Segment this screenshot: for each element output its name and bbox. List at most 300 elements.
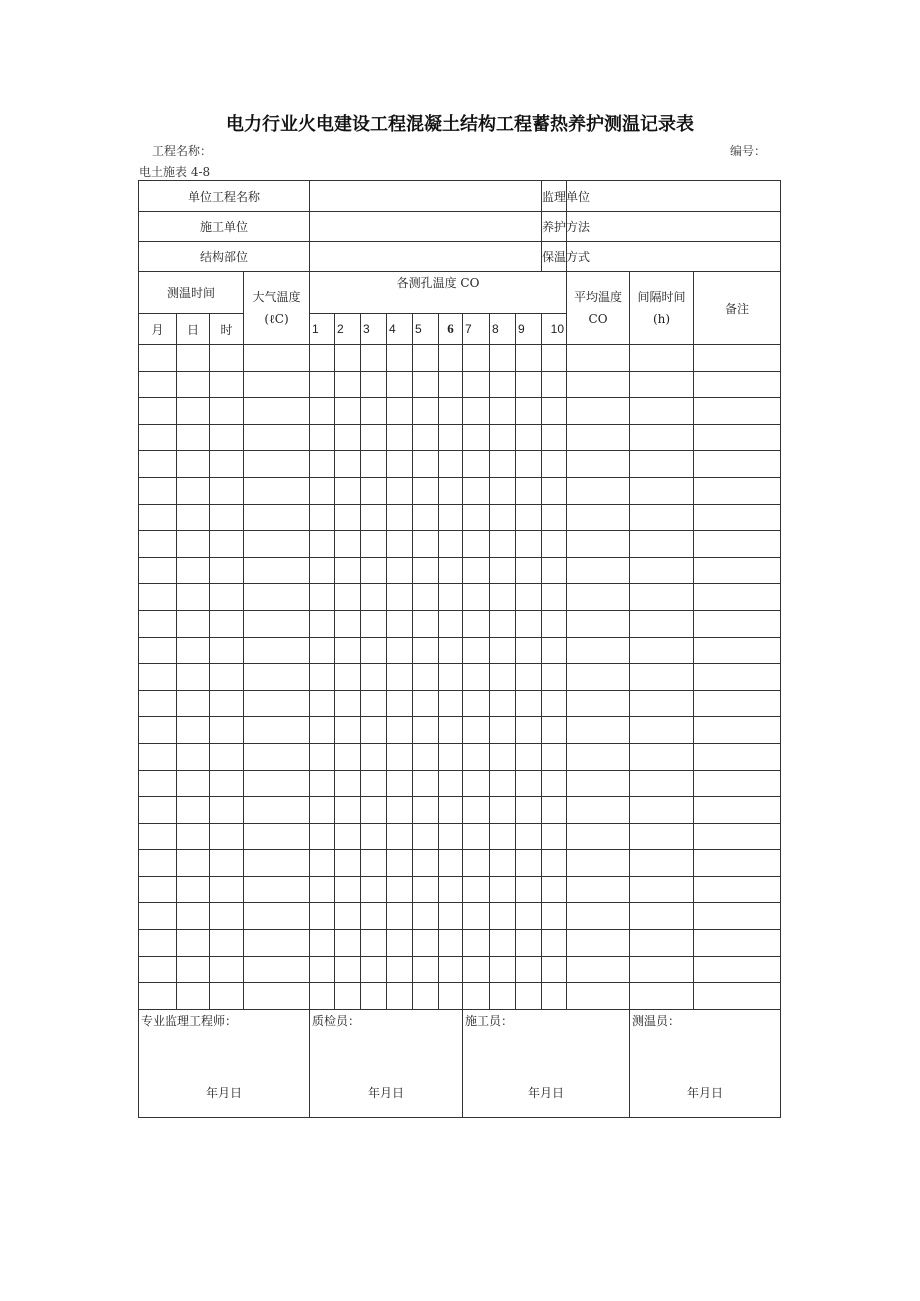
data-cell[interactable] <box>413 903 439 930</box>
data-cell[interactable] <box>630 424 694 451</box>
data-cell[interactable] <box>177 345 210 372</box>
data-cell[interactable] <box>413 690 439 717</box>
data-cell[interactable] <box>244 797 310 824</box>
data-cell[interactable] <box>361 823 387 850</box>
data-cell[interactable] <box>139 690 177 717</box>
data-cell[interactable] <box>542 477 567 504</box>
data-cell[interactable] <box>694 424 781 451</box>
data-cell[interactable] <box>310 345 335 372</box>
data-cell[interactable] <box>361 664 387 691</box>
data-cell[interactable] <box>310 956 335 983</box>
data-cell[interactable] <box>439 345 463 372</box>
data-cell[interactable] <box>244 637 310 664</box>
data-cell[interactable] <box>387 743 413 770</box>
data-cell[interactable] <box>335 398 361 425</box>
data-cell[interactable] <box>413 371 439 398</box>
data-cell[interactable] <box>490 956 516 983</box>
data-cell[interactable] <box>567 345 630 372</box>
data-cell[interactable] <box>567 797 630 824</box>
data-cell[interactable] <box>694 557 781 584</box>
data-cell[interactable] <box>139 637 177 664</box>
data-cell[interactable] <box>439 930 463 957</box>
data-cell[interactable] <box>413 584 439 611</box>
data-cell[interactable] <box>310 637 335 664</box>
data-cell[interactable] <box>244 930 310 957</box>
data-cell[interactable] <box>542 983 567 1010</box>
data-cell[interactable] <box>177 797 210 824</box>
data-cell[interactable] <box>542 531 567 558</box>
data-cell[interactable] <box>490 557 516 584</box>
data-cell[interactable] <box>490 637 516 664</box>
data-cell[interactable] <box>694 477 781 504</box>
data-cell[interactable] <box>244 664 310 691</box>
data-cell[interactable] <box>567 876 630 903</box>
data-cell[interactable] <box>335 610 361 637</box>
data-cell[interactable] <box>463 610 490 637</box>
data-cell[interactable] <box>310 371 335 398</box>
data-cell[interactable] <box>463 451 490 478</box>
data-cell[interactable] <box>335 637 361 664</box>
data-cell[interactable] <box>387 424 413 451</box>
data-cell[interactable] <box>387 664 413 691</box>
data-cell[interactable] <box>542 637 567 664</box>
data-cell[interactable] <box>439 557 463 584</box>
data-cell[interactable] <box>567 398 630 425</box>
data-cell[interactable] <box>177 371 210 398</box>
data-cell[interactable] <box>567 584 630 611</box>
data-cell[interactable] <box>310 504 335 531</box>
data-cell[interactable] <box>387 371 413 398</box>
data-cell[interactable] <box>439 610 463 637</box>
data-cell[interactable] <box>542 451 567 478</box>
data-cell[interactable] <box>335 823 361 850</box>
data-cell[interactable] <box>335 345 361 372</box>
supervision-unit-value[interactable] <box>567 181 781 212</box>
data-cell[interactable] <box>463 956 490 983</box>
data-cell[interactable] <box>310 850 335 877</box>
data-cell[interactable] <box>361 398 387 425</box>
data-cell[interactable] <box>335 983 361 1010</box>
data-cell[interactable] <box>463 983 490 1010</box>
data-cell[interactable] <box>490 664 516 691</box>
data-cell[interactable] <box>139 584 177 611</box>
data-cell[interactable] <box>542 956 567 983</box>
data-cell[interactable] <box>567 956 630 983</box>
data-cell[interactable] <box>694 398 781 425</box>
data-cell[interactable] <box>210 690 244 717</box>
data-cell[interactable] <box>694 531 781 558</box>
data-cell[interactable] <box>490 424 516 451</box>
data-cell[interactable] <box>361 717 387 744</box>
data-cell[interactable] <box>210 371 244 398</box>
data-cell[interactable] <box>694 876 781 903</box>
data-cell[interactable] <box>244 424 310 451</box>
data-cell[interactable] <box>177 930 210 957</box>
data-cell[interactable] <box>439 743 463 770</box>
data-cell[interactable] <box>387 690 413 717</box>
data-cell[interactable] <box>139 345 177 372</box>
data-cell[interactable] <box>516 477 542 504</box>
data-cell[interactable] <box>463 531 490 558</box>
data-cell[interactable] <box>310 584 335 611</box>
data-cell[interactable] <box>463 584 490 611</box>
data-cell[interactable] <box>139 424 177 451</box>
data-cell[interactable] <box>490 345 516 372</box>
data-cell[interactable] <box>361 850 387 877</box>
data-cell[interactable] <box>387 770 413 797</box>
data-cell[interactable] <box>490 690 516 717</box>
data-cell[interactable] <box>439 637 463 664</box>
data-cell[interactable] <box>630 743 694 770</box>
data-cell[interactable] <box>516 557 542 584</box>
data-cell[interactable] <box>210 451 244 478</box>
data-cell[interactable] <box>139 850 177 877</box>
data-cell[interactable] <box>694 903 781 930</box>
data-cell[interactable] <box>210 823 244 850</box>
data-cell[interactable] <box>310 398 335 425</box>
data-cell[interactable] <box>542 850 567 877</box>
data-cell[interactable] <box>630 690 694 717</box>
data-cell[interactable] <box>542 557 567 584</box>
data-cell[interactable] <box>413 930 439 957</box>
data-cell[interactable] <box>490 371 516 398</box>
data-cell[interactable] <box>387 717 413 744</box>
data-cell[interactable] <box>567 637 630 664</box>
data-cell[interactable] <box>177 850 210 877</box>
data-cell[interactable] <box>310 983 335 1010</box>
unit-project-value[interactable] <box>310 181 542 212</box>
data-cell[interactable] <box>335 477 361 504</box>
data-cell[interactable] <box>310 664 335 691</box>
data-cell[interactable] <box>463 637 490 664</box>
data-cell[interactable] <box>244 823 310 850</box>
data-cell[interactable] <box>335 770 361 797</box>
data-cell[interactable] <box>630 371 694 398</box>
data-cell[interactable] <box>439 371 463 398</box>
data-cell[interactable] <box>361 531 387 558</box>
data-cell[interactable] <box>463 850 490 877</box>
data-cell[interactable] <box>413 504 439 531</box>
data-cell[interactable] <box>335 690 361 717</box>
data-cell[interactable] <box>210 398 244 425</box>
data-cell[interactable] <box>335 531 361 558</box>
data-cell[interactable] <box>335 371 361 398</box>
data-cell[interactable] <box>439 956 463 983</box>
data-cell[interactable] <box>139 451 177 478</box>
data-cell[interactable] <box>335 876 361 903</box>
data-cell[interactable] <box>177 903 210 930</box>
data-cell[interactable] <box>413 876 439 903</box>
data-cell[interactable] <box>139 823 177 850</box>
data-cell[interactable] <box>413 557 439 584</box>
data-cell[interactable] <box>177 956 210 983</box>
data-cell[interactable] <box>310 610 335 637</box>
data-cell[interactable] <box>516 717 542 744</box>
data-cell[interactable] <box>413 823 439 850</box>
data-cell[interactable] <box>310 797 335 824</box>
data-cell[interactable] <box>413 610 439 637</box>
data-cell[interactable] <box>567 557 630 584</box>
data-cell[interactable] <box>439 424 463 451</box>
data-cell[interactable] <box>310 717 335 744</box>
data-cell[interactable] <box>516 531 542 558</box>
data-cell[interactable] <box>139 930 177 957</box>
data-cell[interactable] <box>210 504 244 531</box>
data-cell[interactable] <box>177 717 210 744</box>
structure-part-value[interactable] <box>310 242 542 272</box>
data-cell[interactable] <box>310 690 335 717</box>
data-cell[interactable] <box>413 797 439 824</box>
data-cell[interactable] <box>139 477 177 504</box>
data-cell[interactable] <box>210 770 244 797</box>
data-cell[interactable] <box>694 637 781 664</box>
data-cell[interactable] <box>413 531 439 558</box>
data-cell[interactable] <box>694 850 781 877</box>
data-cell[interactable] <box>177 584 210 611</box>
data-cell[interactable] <box>516 876 542 903</box>
data-cell[interactable] <box>490 930 516 957</box>
data-cell[interactable] <box>463 717 490 744</box>
data-cell[interactable] <box>490 983 516 1010</box>
data-cell[interactable] <box>516 770 542 797</box>
data-cell[interactable] <box>244 345 310 372</box>
data-cell[interactable] <box>244 770 310 797</box>
data-cell[interactable] <box>210 531 244 558</box>
data-cell[interactable] <box>542 690 567 717</box>
data-cell[interactable] <box>244 451 310 478</box>
data-cell[interactable] <box>335 504 361 531</box>
data-cell[interactable] <box>139 743 177 770</box>
data-cell[interactable] <box>694 983 781 1010</box>
data-cell[interactable] <box>177 690 210 717</box>
data-cell[interactable] <box>463 797 490 824</box>
data-cell[interactable] <box>244 903 310 930</box>
data-cell[interactable] <box>361 770 387 797</box>
data-cell[interactable] <box>244 584 310 611</box>
data-cell[interactable] <box>139 797 177 824</box>
data-cell[interactable] <box>177 637 210 664</box>
data-cell[interactable] <box>490 477 516 504</box>
data-cell[interactable] <box>439 797 463 824</box>
data-cell[interactable] <box>335 850 361 877</box>
data-cell[interactable] <box>567 451 630 478</box>
data-cell[interactable] <box>694 797 781 824</box>
data-cell[interactable] <box>139 371 177 398</box>
data-cell[interactable] <box>387 584 413 611</box>
data-cell[interactable] <box>335 903 361 930</box>
data-cell[interactable] <box>310 424 335 451</box>
data-cell[interactable] <box>177 424 210 451</box>
data-cell[interactable] <box>139 717 177 744</box>
data-cell[interactable] <box>542 584 567 611</box>
data-cell[interactable] <box>694 930 781 957</box>
data-cell[interactable] <box>463 557 490 584</box>
data-cell[interactable] <box>694 664 781 691</box>
data-cell[interactable] <box>413 850 439 877</box>
data-cell[interactable] <box>567 717 630 744</box>
data-cell[interactable] <box>463 743 490 770</box>
data-cell[interactable] <box>310 531 335 558</box>
data-cell[interactable] <box>630 637 694 664</box>
data-cell[interactable] <box>335 584 361 611</box>
data-cell[interactable] <box>310 770 335 797</box>
data-cell[interactable] <box>567 930 630 957</box>
data-cell[interactable] <box>439 664 463 691</box>
data-cell[interactable] <box>490 610 516 637</box>
data-cell[interactable] <box>630 610 694 637</box>
data-cell[interactable] <box>516 664 542 691</box>
data-cell[interactable] <box>542 770 567 797</box>
data-cell[interactable] <box>630 557 694 584</box>
data-cell[interactable] <box>516 850 542 877</box>
data-cell[interactable] <box>567 903 630 930</box>
data-cell[interactable] <box>413 743 439 770</box>
data-cell[interactable] <box>244 557 310 584</box>
data-cell[interactable] <box>694 451 781 478</box>
data-cell[interactable] <box>387 983 413 1010</box>
data-cell[interactable] <box>210 930 244 957</box>
data-cell[interactable] <box>463 930 490 957</box>
data-cell[interactable] <box>361 930 387 957</box>
data-cell[interactable] <box>516 610 542 637</box>
data-cell[interactable] <box>490 531 516 558</box>
data-cell[interactable] <box>139 983 177 1010</box>
data-cell[interactable] <box>516 424 542 451</box>
data-cell[interactable] <box>516 983 542 1010</box>
data-cell[interactable] <box>694 770 781 797</box>
data-cell[interactable] <box>630 451 694 478</box>
data-cell[interactable] <box>413 956 439 983</box>
data-cell[interactable] <box>567 371 630 398</box>
data-cell[interactable] <box>310 743 335 770</box>
data-cell[interactable] <box>361 504 387 531</box>
data-cell[interactable] <box>210 637 244 664</box>
data-cell[interactable] <box>413 717 439 744</box>
data-cell[interactable] <box>335 797 361 824</box>
data-cell[interactable] <box>177 770 210 797</box>
data-cell[interactable] <box>490 584 516 611</box>
data-cell[interactable] <box>567 850 630 877</box>
data-cell[interactable] <box>694 371 781 398</box>
data-cell[interactable] <box>210 424 244 451</box>
data-cell[interactable] <box>310 557 335 584</box>
data-cell[interactable] <box>210 903 244 930</box>
data-cell[interactable] <box>210 797 244 824</box>
data-cell[interactable] <box>630 477 694 504</box>
data-cell[interactable] <box>244 850 310 877</box>
data-cell[interactable] <box>439 451 463 478</box>
data-cell[interactable] <box>439 770 463 797</box>
data-cell[interactable] <box>177 531 210 558</box>
data-cell[interactable] <box>387 504 413 531</box>
data-cell[interactable] <box>210 557 244 584</box>
data-cell[interactable] <box>139 664 177 691</box>
data-cell[interactable] <box>516 584 542 611</box>
data-cell[interactable] <box>490 850 516 877</box>
data-cell[interactable] <box>310 451 335 478</box>
data-cell[interactable] <box>567 823 630 850</box>
data-cell[interactable] <box>335 717 361 744</box>
data-cell[interactable] <box>463 504 490 531</box>
data-cell[interactable] <box>177 451 210 478</box>
data-cell[interactable] <box>177 664 210 691</box>
data-cell[interactable] <box>694 690 781 717</box>
data-cell[interactable] <box>335 664 361 691</box>
data-cell[interactable] <box>244 610 310 637</box>
data-cell[interactable] <box>387 451 413 478</box>
data-cell[interactable] <box>335 557 361 584</box>
data-cell[interactable] <box>567 531 630 558</box>
data-cell[interactable] <box>516 345 542 372</box>
data-cell[interactable] <box>542 345 567 372</box>
data-cell[interactable] <box>244 717 310 744</box>
data-cell[interactable] <box>361 424 387 451</box>
data-cell[interactable] <box>542 610 567 637</box>
data-cell[interactable] <box>463 398 490 425</box>
data-cell[interactable] <box>439 903 463 930</box>
data-cell[interactable] <box>567 610 630 637</box>
data-cell[interactable] <box>439 850 463 877</box>
data-cell[interactable] <box>413 770 439 797</box>
data-cell[interactable] <box>177 876 210 903</box>
data-cell[interactable] <box>335 743 361 770</box>
data-cell[interactable] <box>210 664 244 691</box>
data-cell[interactable] <box>490 770 516 797</box>
data-cell[interactable] <box>490 504 516 531</box>
data-cell[interactable] <box>139 770 177 797</box>
data-cell[interactable] <box>516 371 542 398</box>
data-cell[interactable] <box>542 823 567 850</box>
data-cell[interactable] <box>210 983 244 1010</box>
data-cell[interactable] <box>310 823 335 850</box>
data-cell[interactable] <box>542 797 567 824</box>
data-cell[interactable] <box>630 345 694 372</box>
construction-unit-value[interactable] <box>310 212 542 242</box>
data-cell[interactable] <box>210 345 244 372</box>
data-cell[interactable] <box>463 477 490 504</box>
data-cell[interactable] <box>542 371 567 398</box>
data-cell[interactable] <box>567 983 630 1010</box>
data-cell[interactable] <box>490 903 516 930</box>
data-cell[interactable] <box>413 983 439 1010</box>
data-cell[interactable] <box>387 557 413 584</box>
data-cell[interactable] <box>463 770 490 797</box>
data-cell[interactable] <box>387 956 413 983</box>
data-cell[interactable] <box>361 451 387 478</box>
data-cell[interactable] <box>516 930 542 957</box>
data-cell[interactable] <box>177 823 210 850</box>
data-cell[interactable] <box>177 504 210 531</box>
data-cell[interactable] <box>413 345 439 372</box>
data-cell[interactable] <box>439 983 463 1010</box>
data-cell[interactable] <box>413 424 439 451</box>
data-cell[interactable] <box>244 371 310 398</box>
data-cell[interactable] <box>694 743 781 770</box>
data-cell[interactable] <box>177 477 210 504</box>
data-cell[interactable] <box>567 743 630 770</box>
data-cell[interactable] <box>567 690 630 717</box>
data-cell[interactable] <box>413 637 439 664</box>
data-cell[interactable] <box>210 956 244 983</box>
data-cell[interactable] <box>177 983 210 1010</box>
data-cell[interactable] <box>694 584 781 611</box>
data-cell[interactable] <box>516 903 542 930</box>
data-cell[interactable] <box>387 637 413 664</box>
data-cell[interactable] <box>694 610 781 637</box>
data-cell[interactable] <box>516 398 542 425</box>
data-cell[interactable] <box>567 664 630 691</box>
data-cell[interactable] <box>490 876 516 903</box>
